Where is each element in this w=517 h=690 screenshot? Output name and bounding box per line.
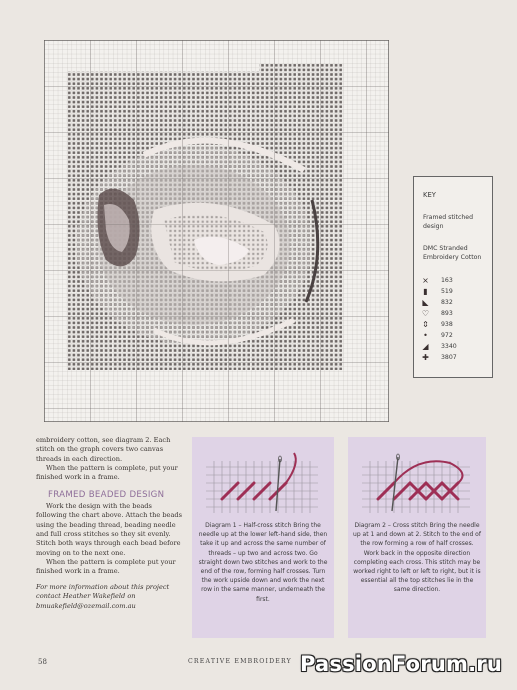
arrow-symbol-icon: ⇕ (422, 320, 429, 329)
diagram-1-caption: Diagram 1 – Half-cross stitch Bring the needle up at the lower left-hand side, then take it up and across the same number of threads – up two and across two. Go straight down two stitches and work to the end of the row, forming half crosses. Turn the work upside down and work the next row in the same manner, underneath the first. (198, 522, 328, 603)
section-heading: FRAMED BEADED DESIGN (48, 489, 165, 500)
key-description: Framed stitched design (423, 214, 474, 230)
thread-code: 519 (441, 288, 453, 295)
diagram-1-panel (192, 437, 334, 638)
thread-code: 893 (441, 310, 453, 317)
diagram-2-panel (348, 437, 486, 638)
body-paragraph: When the pattern is complete, put your finished work in a frame. (36, 464, 178, 482)
thread-code: 972 (441, 332, 453, 339)
key-thread-type: DMC Stranded Embroidery Cotton (423, 245, 482, 261)
key-row (421, 342, 485, 351)
body-paragraph: When the pattern is complete put your finished work in a frame. (36, 558, 176, 576)
triangle-symbol-icon: ◣ (422, 298, 429, 307)
key-row (421, 287, 485, 296)
contact-note: For more information about this project contact Heather Wakefield on bmuakefield@ozemail.com.au (36, 582, 170, 610)
leaf-symbol-icon: ◢ (422, 342, 429, 351)
instructions-column (36, 436, 184, 611)
plus-symbol-icon: ✚ (422, 353, 429, 362)
key-row (421, 331, 485, 340)
cross-symbol-icon: × (422, 276, 429, 285)
body-paragraph: embroidery cotton, see diagram 2. Each stitch on the graph covers two canvas threads in each direction. (36, 436, 171, 463)
heart-symbol-icon: ♡ (421, 309, 430, 318)
thread-code: 832 (441, 299, 453, 306)
thread-code: 3807 (441, 354, 457, 361)
key-row (421, 353, 485, 362)
chart-key (413, 176, 493, 378)
key-title: KEY (423, 191, 436, 199)
key-row (421, 298, 485, 307)
body-paragraph: Work the design with the beads following the chart above. Attach the beads using the beading thread, beading needle and full cross stitches so they sit evenly. Stitch both ways through each bead before moving on to the next one. (36, 502, 182, 557)
key-row (421, 276, 485, 285)
thread-code: 938 (441, 321, 453, 328)
key-row (421, 309, 485, 318)
bar-symbol-icon: ▮ (423, 287, 428, 296)
page-number: 58 (38, 658, 47, 666)
half-cross-stitch-diagram (202, 449, 324, 519)
thread-code: 3340 (441, 343, 457, 350)
thread-code: 163 (441, 277, 453, 284)
magazine-title: CREATIVE EMBROIDERY (188, 658, 292, 665)
watermark: PassionForum.ru (300, 652, 502, 676)
diagram-2-caption: Diagram 2 – Cross stitch Bring the needle up at 1 and down at 2. Stitch to the end of the row forming a row of half crosses. Work back in the opposite direction completing each cross. This stitch may be worked right to left or left to right, but it is essential all the top stitches lie in the same direction. (353, 522, 481, 594)
key-row (421, 320, 485, 329)
dot-symbol-icon: • (423, 331, 428, 340)
cross-stitch-diagram (358, 449, 476, 519)
cross-stitch-chart (44, 40, 389, 422)
